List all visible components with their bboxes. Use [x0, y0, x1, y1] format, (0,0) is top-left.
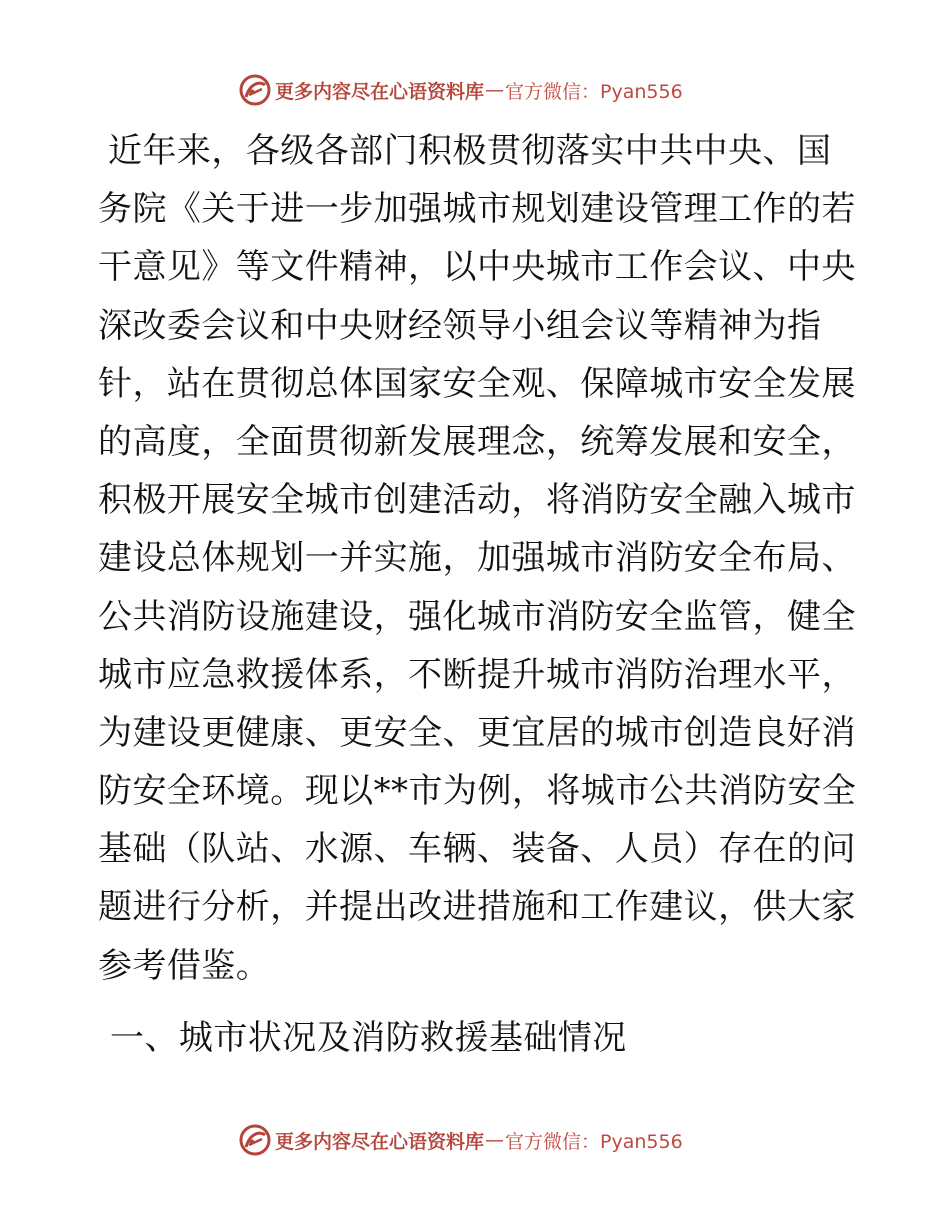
watermark-dash: — — [485, 1129, 505, 1151]
watermark-text: 更多内容尽在心语资料库 — [275, 1130, 485, 1153]
header-watermark — [238, 73, 683, 107]
body-paragraph — [98, 122, 858, 995]
watermark-contact: 官方微信：Pyan556 — [505, 1130, 683, 1153]
paragraph-line: 公共消防设施建设，强化城市消防安全监管，健全 — [98, 596, 856, 637]
seal-logo-icon — [238, 73, 272, 107]
seal-logo-icon — [238, 1123, 272, 1157]
paragraph-line: 城市应急救援体系，不断提升城市消防治理水平， — [98, 654, 856, 695]
paragraph-line: 干意见》等文件精神，以中央城市工作会议、中央 — [98, 247, 856, 288]
paragraph-line: 题进行分析，并提出改进措施和工作建议，供大家 — [98, 887, 856, 928]
paragraph-line: 近年来，各级各部门积极贯彻落实中共中央、国 — [108, 131, 832, 171]
paragraph-line: 建设总体规划一并实施，加强城市消防安全布局、 — [98, 538, 856, 579]
paragraph-line: 务院《关于进一步加强城市规划建设管理工作的若 — [98, 189, 856, 230]
watermark-contact: 官方微信：Pyan556 — [505, 80, 683, 103]
watermark-dash: — — [485, 79, 505, 101]
paragraph-line: 参考借鉴。 — [98, 945, 271, 986]
paragraph-line: 针，站在贯彻总体国家安全观、保障城市安全发展 — [98, 363, 856, 404]
watermark-text: 更多内容尽在心语资料库 — [275, 80, 485, 103]
section-heading: 一、城市状况及消防救援基础情况 — [110, 1018, 627, 1058]
paragraph-line: 深改委会议和中央财经领导小组会议等精神为指 — [98, 305, 822, 346]
paragraph-line: 的高度，全面贯彻新发展理念，统筹发展和安全， — [98, 421, 856, 462]
paragraph-line: 积极开展安全城市创建活动，将消防安全融入城市 — [98, 480, 856, 521]
paragraph-line: 基础（队站、水源、车辆、装备、人员）存在的问 — [98, 829, 856, 870]
paragraph-line: 为建设更健康、更安全、更宜居的城市创造良好消 — [98, 712, 856, 753]
paragraph-line: 防安全环境。现以**市为例，将城市公共消防安全 — [98, 771, 857, 812]
footer-watermark — [238, 1123, 683, 1157]
